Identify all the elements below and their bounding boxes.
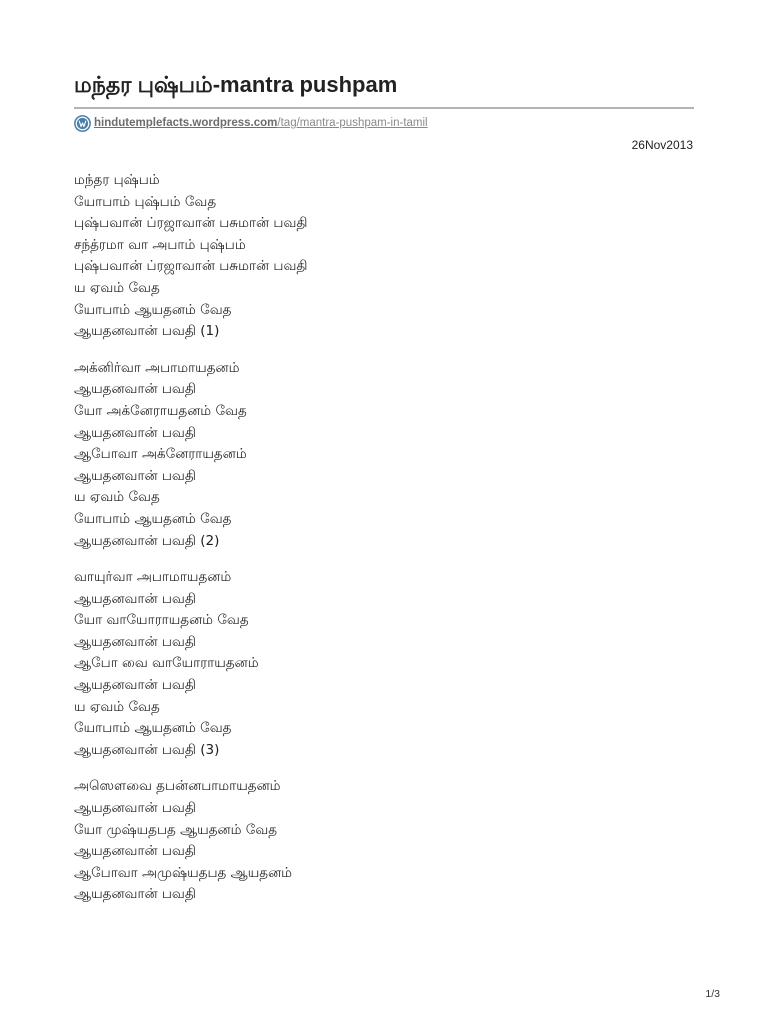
verse-line: ஆயதனவான் பவதி xyxy=(74,677,196,694)
verse-line: ஆயதனவான் பவதி xyxy=(74,843,196,860)
verse-line: ஆயதனவான் பவதி xyxy=(74,424,196,441)
verse-line: யோ அக்னேராயதனம் வேத xyxy=(74,402,247,419)
verse-line: யோ முஷ்யதபத ஆயதனம் வேத xyxy=(74,821,278,838)
verse-line: அக்னிர்வா அபாமாயதனம் xyxy=(74,359,240,376)
wordpress-icon xyxy=(74,115,91,132)
verse-stanza xyxy=(74,567,694,761)
verse-line: புஷ்பவான் ப்ரஜாவான் பசுமான் பவதி xyxy=(74,258,308,275)
verse-line: ஆயதனவான் பவதி (3) xyxy=(74,741,220,758)
verse-line: ஆயதனவான் பவதி (2) xyxy=(74,532,220,549)
source-path[interactable]: /tag/mantra-pushpam-in-tamil xyxy=(277,117,428,129)
verse-line: யோபாம் ஆயதனம் வேத xyxy=(74,510,232,527)
verse-line: சந்த்ரமா வா அபாம் புஷ்பம் xyxy=(74,236,246,253)
verse-line: ஆயதனவான் பவதி xyxy=(74,381,196,398)
page-number: 1/3 xyxy=(705,988,720,1000)
verse-line: அஸௌவை தபன்னபாமாயதனம் xyxy=(74,778,281,795)
verse-line: ய ஏவம் வேத xyxy=(74,489,160,506)
source-link[interactable] xyxy=(74,114,428,132)
verse-line: ஆபோவா அமுஷ்யதபத ஆயதனம் xyxy=(74,864,293,881)
verse-line: யோபாம் புஷ்பம் வேத xyxy=(74,193,217,210)
verse-stanza xyxy=(74,358,694,552)
verse-line: புஷ்பவான் ப்ரஜாவான் பசுமான் பவதி xyxy=(74,215,308,232)
verse-stanza xyxy=(74,776,694,906)
publish-date: 26Nov2013 xyxy=(631,138,693,152)
source-domain[interactable]: hindutemplefacts.wordpress.com xyxy=(94,117,278,129)
verse-line: யோபாம் ஆயதனம் வேத xyxy=(74,720,232,737)
verse-line: வாயுர்வா அபாமாயதனம் xyxy=(74,569,232,586)
verse-line: மந்தர புஷ்பம் xyxy=(74,172,160,188)
page-title: மந்தர புஷ்பம்-mantra pushpam xyxy=(74,72,398,97)
verse-line: ஆயதனவான் பவதி xyxy=(74,590,196,607)
verse-line: ய ஏவம் வேத xyxy=(74,279,160,296)
verse-line: ஆயதனவான் பவதி xyxy=(74,633,196,650)
verse-line: ஆயதனவான் பவதி xyxy=(74,886,196,903)
verse-line: ஆயதனவான் பவதி xyxy=(74,467,196,484)
title-divider xyxy=(74,107,694,109)
verse-line: ஆயதனவான் பவதி (1) xyxy=(74,323,220,340)
verse-text xyxy=(74,170,694,921)
verse-stanza xyxy=(74,170,694,343)
verse-line: யோ வாயோராயதனம் வேத xyxy=(74,612,249,629)
verse-line: ஆபோவா அக்னேராயதனம் xyxy=(74,446,247,463)
verse-line: ஆபோ வை வாயோராயதனம் xyxy=(74,655,259,672)
verse-line: ஆயதனவான் பவதி xyxy=(74,800,196,817)
verse-line: ய ஏவம் வேத xyxy=(74,698,160,715)
verse-line: யோபாம் ஆயதனம் வேத xyxy=(74,301,232,318)
